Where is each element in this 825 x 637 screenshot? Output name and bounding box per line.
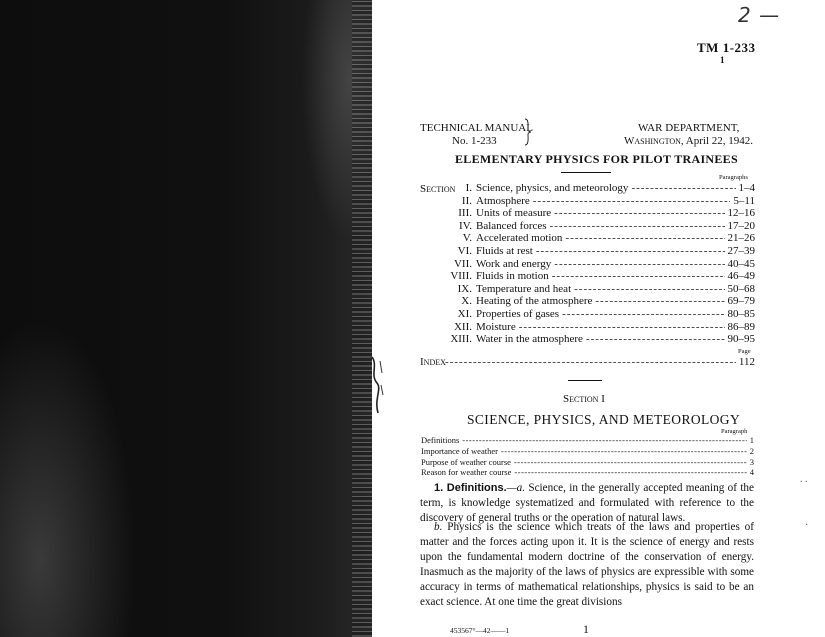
toc-section-title: Fluids at rest	[476, 245, 533, 257]
index-label: Index	[420, 356, 446, 368]
toc-section-number: IX.	[457, 282, 472, 295]
section-title: SCIENCE, PHYSICS, AND METEOROLOGY	[467, 412, 741, 427]
toc-section-number: III.	[458, 207, 472, 220]
brace-icon	[524, 118, 532, 146]
subtoc-row	[421, 457, 754, 468]
print-code: 453567°—42——1	[450, 626, 510, 635]
toc-row	[420, 195, 755, 208]
toc-paragraph-range: 1–4	[738, 182, 755, 194]
toc-section-number: X.	[461, 295, 472, 308]
toc-row	[420, 270, 755, 283]
toc-paragraph-range: 5–11	[733, 194, 755, 207]
manual-number: No. 1-233	[452, 135, 497, 147]
subtoc-number: 4	[749, 467, 754, 478]
toc-row	[420, 295, 755, 308]
toc-section-title: Units of measure	[476, 207, 552, 220]
toc-paragraph-range: 40–45	[727, 257, 755, 270]
toc-section-number: VIII.	[450, 270, 472, 283]
leader-dots	[514, 457, 747, 467]
department-label: WAR DEPARTMENT,	[638, 122, 740, 134]
leader-dots	[462, 435, 747, 445]
subtoc-number: 3	[749, 456, 754, 467]
toc-row	[420, 258, 755, 271]
toc-row	[420, 207, 755, 220]
toc-row	[420, 308, 755, 321]
leader-dots	[631, 182, 735, 194]
leader-dots	[445, 356, 736, 368]
toc-section-title: Water in the atmosphere	[476, 333, 583, 346]
leader-dots	[552, 270, 725, 282]
clause-a-label: —a.	[506, 482, 526, 494]
leader-dots	[554, 258, 724, 270]
toc-paragraph-range: 86–89	[727, 320, 755, 333]
subtoc-title: Importance of weather	[421, 445, 498, 456]
toc-paragraph-range: 90–95	[727, 333, 755, 346]
leader-dots	[586, 333, 725, 345]
toc-row	[420, 232, 755, 245]
toc-section-title: Fluids in motion	[476, 270, 549, 283]
toc-section-number: I.	[465, 182, 472, 194]
toc-section-number: II.	[461, 194, 472, 207]
definitions-heading: 1. Definitions.	[434, 482, 507, 494]
subtoc-number: 2	[749, 445, 754, 456]
toc-section-number: XII.	[453, 320, 472, 333]
toc-section-number: XI.	[457, 308, 472, 320]
leader-dots	[595, 295, 724, 307]
paragraph-2	[420, 520, 754, 610]
toc-row	[420, 182, 755, 195]
tm-number: TM 1-233	[697, 40, 756, 55]
toc-section-number: V.	[462, 232, 472, 245]
leader-dots	[533, 195, 731, 207]
toc-section-title: Science, physics, and meteorology	[476, 182, 629, 194]
page-title: ELEMENTARY PHYSICS FOR PILOT TRAINEES	[455, 152, 738, 166]
page-label: Page	[738, 348, 751, 355]
clause-b-label: b.	[434, 521, 443, 533]
toc-section-title: Temperature and heat	[476, 282, 572, 295]
subtoc-row	[421, 467, 754, 478]
toc-paragraph-range: 17–20	[727, 219, 755, 232]
section-heading: Section I	[563, 393, 605, 405]
toc-section-number: XIII.	[450, 333, 472, 346]
toc-row	[420, 333, 755, 346]
toc-section-number: VII.	[453, 257, 472, 270]
facing-page-scan	[0, 0, 372, 637]
subtoc-row	[421, 446, 754, 457]
scan-speck: . .	[800, 474, 808, 485]
section-word: Section	[420, 183, 456, 195]
toc-index-row	[420, 356, 755, 369]
toc-row	[420, 245, 755, 258]
dept-date: , April 22, 1942.	[680, 135, 754, 147]
toc-section-title: Balanced forces	[476, 219, 547, 232]
toc-paragraph-range: 50–68	[727, 282, 755, 295]
toc-paragraph-range: 21–26	[727, 232, 755, 245]
dept-city: Washington	[624, 135, 681, 147]
page-binding-edge	[352, 0, 372, 637]
manual-label: TECHNICAL MANUAL	[420, 122, 533, 134]
subtoc-title: Reason for weather course	[421, 467, 512, 478]
toc-row	[420, 283, 755, 296]
toc-section-title: Work and energy	[476, 257, 552, 270]
toc-paragraph-range: 69–79	[727, 295, 755, 308]
toc-row	[420, 220, 755, 233]
toc-paragraph-range: 80–85	[727, 308, 755, 320]
page-gutter	[372, 0, 380, 637]
divider	[561, 172, 611, 173]
subtoc-row	[421, 435, 754, 446]
leader-dots	[536, 245, 725, 257]
leader-dots	[562, 308, 724, 320]
toc-section-title: Heating of the atmosphere	[476, 295, 593, 308]
scan-speck: ·	[805, 520, 809, 531]
toc-paragraph-range: 46–49	[727, 270, 755, 283]
toc-section-title: Moisture	[476, 320, 516, 333]
page-number: 1	[583, 622, 589, 636]
paragraphs-label: Paragraphs	[719, 174, 748, 181]
handwritten-mark: 2 —	[738, 3, 781, 27]
leader-dots	[501, 446, 747, 456]
paragraph-2-text: Physics is the science which treats of the laws and properties of matter and the forces acting upon it. It is the science of energy and rests upon the fundamental modern doctrine of the conservation of energy. Inasmuch as the majority of the laws of physics are expressible with some accuracy in terms of mathematical relationships, physics is said to be an exact science. At one time the great divisions	[420, 521, 754, 608]
leader-dots	[554, 207, 724, 219]
toc-section-number: IV.	[459, 219, 472, 232]
toc-row	[420, 321, 755, 334]
paragraph-1-text: Science, in the generally accepted meaning of the term, is knowledge systematized and formulated with reference to the discovery of general truths or the operation of natural laws.	[420, 482, 754, 524]
subtoc-title: Purpose of weather course	[421, 456, 511, 467]
leader-dots	[514, 467, 746, 477]
index-page: 112	[738, 356, 755, 368]
toc-paragraph-range: 12–16	[727, 207, 755, 220]
toc-paragraph-range: 27–39	[727, 245, 755, 257]
toc-section-title: Properties of gases	[476, 308, 560, 320]
tm-subnumber: 1	[720, 55, 725, 65]
subtoc-title: Definitions	[421, 435, 460, 445]
leader-dots	[519, 321, 725, 333]
paragraph-label: Paragraph	[721, 428, 748, 435]
subtoc-number: 1	[749, 435, 754, 445]
leader-dots	[574, 283, 724, 295]
toc-section-number: VI.	[457, 245, 472, 257]
toc-section-title: Accelerated motion	[476, 232, 563, 245]
toc-section-title: Atmosphere	[476, 194, 530, 207]
divider	[568, 380, 602, 381]
leader-dots	[565, 232, 724, 244]
leader-dots	[550, 220, 725, 232]
